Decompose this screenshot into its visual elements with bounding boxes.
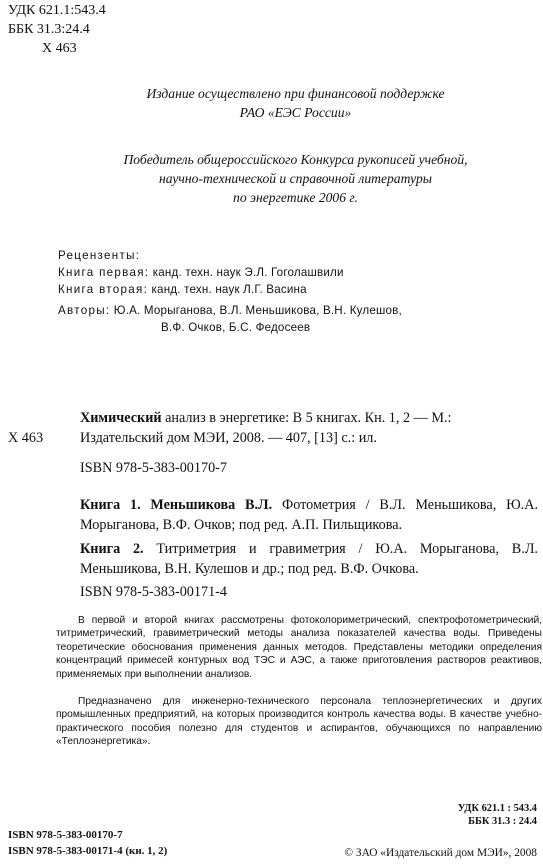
author-sign: Х 463 xyxy=(42,41,77,56)
copyright-notice: © ЗАО «Издательский дом МЭИ», 2008 xyxy=(344,847,537,859)
contest-notice xyxy=(0,150,543,207)
catalog-author-sign: Х 463 xyxy=(8,430,44,446)
book1-description: Фотометрия / В.Л. Меньшикова, Ю.А. Морыганова, В.Ф. Очков; под ред. А.П. Пильщикова. xyxy=(80,497,539,533)
funding-line-2: РАО «ЕЭС России» xyxy=(239,105,352,120)
udk-bottom-block xyxy=(458,802,537,828)
isbn-bottom-2: ISBN 978-5-383-00171-4 (кн. 1, 2) xyxy=(8,845,168,857)
book2-heading: Книга 2. xyxy=(80,541,144,557)
bbk-code: ББК 31.3:24.4 xyxy=(8,22,90,37)
abstract-paragraph-2 xyxy=(56,695,542,749)
catalog-line-1: анализ в энергетике: В 5 книгах. Кн. 1, 2 — М.: xyxy=(161,410,452,426)
abstract-paragraph-1 xyxy=(56,614,542,681)
authors-label: Авторы: xyxy=(58,304,111,317)
reviewer-book2-label: Книга вторая: xyxy=(58,283,149,296)
contest-line-2: научно-технической и справочной литературы xyxy=(159,171,432,186)
funding-notice xyxy=(0,84,543,122)
authors-block xyxy=(58,302,402,336)
reviewers-block xyxy=(58,247,344,298)
book2-entry xyxy=(80,539,538,579)
catalog-entry xyxy=(80,408,451,448)
abstract-text-1: В первой и второй книгах рассмотрены фотоколориметрический, спектрофотометрический, титриметрический, гравиметрический методы анализа показателей качества воды. Приведены теоретические обоснования применения данных методов. Представлены методики определения концентраций примесей контурных вод ТЭС и АЭС, а также приготовления растворов реактивов, применяемых при выполнении анализов. xyxy=(56,615,542,680)
book1-heading: Книга 1. Меньшикова В.Л. xyxy=(80,497,273,513)
authors-line-2: В.Ф. Очков, Б.С. Федосеев xyxy=(161,321,311,334)
udk-bottom: УДК 621.1 : 543.4 xyxy=(457,803,537,814)
reviewers-label: Рецензенты: xyxy=(58,249,141,262)
book2-description: Титриметрия и гравиметрия / Ю.А. Морыганова, В.Л. Меньшикова, В.Н. Кулешов и др.; под ред. В.Ф. Очкова. xyxy=(80,541,538,577)
reviewer-book1: канд. техн. наук Э.Л. Гоголашвили xyxy=(149,266,344,279)
catalog-line-2: Издательский дом МЭИ, 2008. — 407, [13] с.: ил. xyxy=(80,430,377,446)
catalog-codes xyxy=(8,1,106,58)
catalog-title-word: Химический xyxy=(80,410,162,426)
udk-code: УДК 621.1:543.4 xyxy=(8,3,106,18)
bbk-bottom: ББК 31.3 : 24.4 xyxy=(468,816,537,827)
reviewer-book2: канд. техн. наук Л.Г. Васина xyxy=(148,283,307,296)
contest-line-3: по энергетике 2006 г. xyxy=(233,190,358,205)
abstract-text-2: Предназначено для инженерно-технического персонала теплоэнергетических и других промышленных предприятий, на которых производится контроль качества воды. В качестве учебно-практического пособия полезно для студентов и аспирантов, обучающихся по направлению «Теплоэнергетика». xyxy=(56,696,542,748)
contest-line-1: Победитель общероссийского Конкурса рукописей учебной, xyxy=(123,152,468,167)
authors-line-1: Ю.А. Морыганова, В.Л. Меньшикова, В.Н. Кулешов, xyxy=(110,304,402,317)
book1-entry xyxy=(80,495,538,535)
reviewer-book1-label: Книга первая: xyxy=(58,266,150,279)
isbn-set: ISBN 978-5-383-00170-7 xyxy=(80,460,227,476)
isbn-book2: ISBN 978-5-383-00171-4 xyxy=(80,584,227,600)
isbn-bottom-block xyxy=(8,827,167,859)
funding-line-1: Издание осуществлено при финансовой поддержке xyxy=(146,86,445,101)
isbn-bottom-1: ISBN 978-5-383-00170-7 xyxy=(8,829,123,841)
